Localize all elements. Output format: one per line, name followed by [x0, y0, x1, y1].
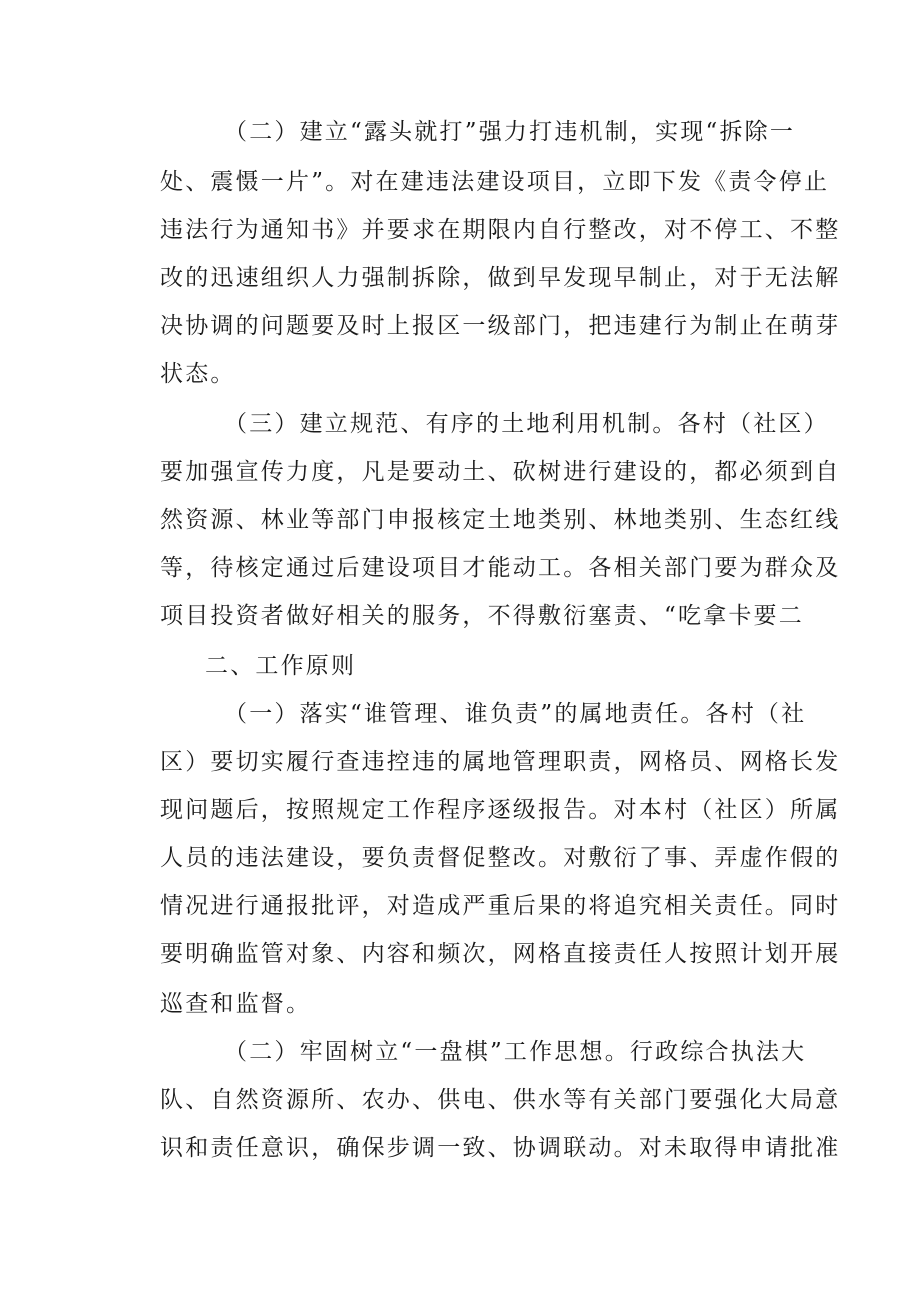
- text-line: 识和责任意识，确保步调一致、协调联动。对未取得申请批准: [160, 1135, 841, 1161]
- text-line: 巡查和监督。: [160, 991, 312, 1017]
- text-line: 现问题后，按照规定工作程序逐级报告。对本村（社区）所属: [160, 797, 841, 823]
- text-line: 情况进行通报批评，对造成严重后果的将追究相关责任。同时: [160, 893, 841, 919]
- text-line: 队、自然资源所、农办、供电、供水等有关部门要强化大局意: [160, 1087, 841, 1113]
- text-line: 状态。: [160, 361, 236, 387]
- text-line: 人员的违法建设，要负责督促整改。对敷衍了事、弄虚作假的: [160, 845, 841, 871]
- text-line: （一）落实“谁管理、谁负责”的属地责任。各村（社: [224, 701, 807, 727]
- text-line: 等，待核定通过后建设项目才能动工。各相关部门要为群众及: [160, 555, 841, 581]
- text-line: 然资源、林业等部门申报核定土地类别、林地类别、生态红线: [160, 507, 841, 533]
- text-line: （二）牢固树立“一盘棋”工作思想。行政综合执法大: [224, 1039, 807, 1065]
- text-line: 要明确监管对象、内容和频次，网格直接责任人按照计划开展: [160, 941, 841, 967]
- text-line: （三）建立规范、有序的土地利用机制。各村（社区）: [224, 411, 829, 437]
- text-line: 改的迅速组织人力强制拆除，做到早发现早制止，对于无法解: [160, 265, 841, 291]
- text-line: 违法行为通知书》并要求在期限内自行整改，对不停工、不整: [160, 217, 841, 243]
- text-line: 要加强宣传力度，凡是要动土、砍树进行建设的，都必须到自: [160, 459, 841, 485]
- text-line: 区）要切实履行查违控违的属地管理职责，网格员、网格长发: [160, 749, 841, 775]
- section-heading: 二、工作原则: [205, 653, 357, 679]
- text-line: （二）建立“露头就打”强力打违机制，实现“拆除一: [224, 119, 796, 145]
- text-line: 决协调的问题要及时上报区一级部门，把违建行为制止在萌芽: [160, 313, 841, 339]
- text-line: 处、震慑一片”。对在建违法建设项目，立即下发《责令停止: [160, 169, 830, 195]
- text-line: 项目投资者做好相关的服务，不得敷衍塞责、“吃拿卡要二: [160, 603, 804, 629]
